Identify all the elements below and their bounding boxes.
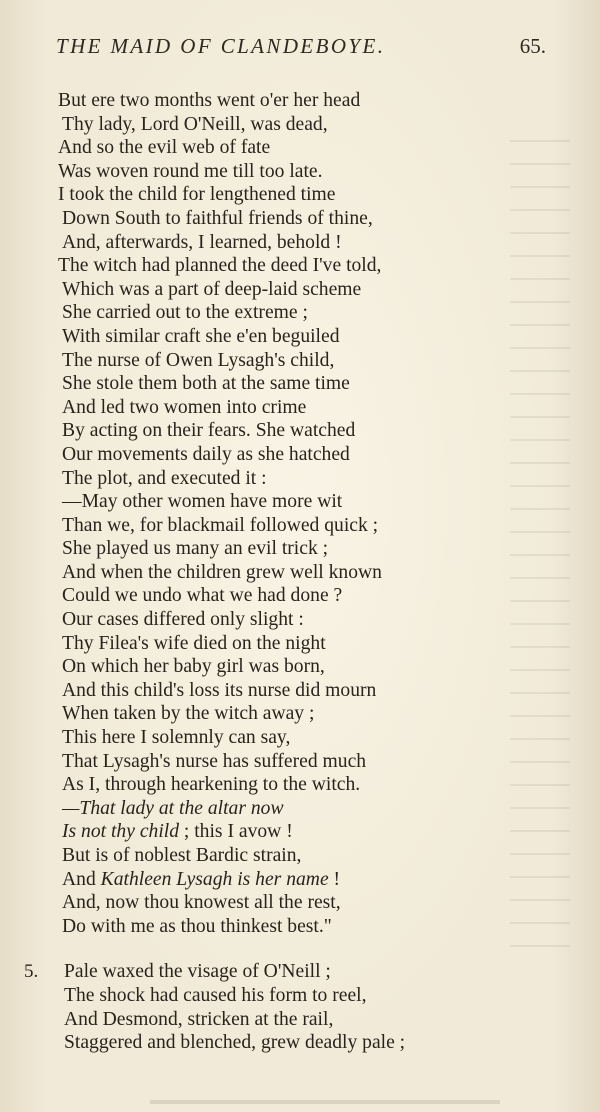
page-edge-smudge bbox=[150, 1100, 500, 1104]
poem-line bbox=[0, 984, 600, 1008]
poem-line bbox=[0, 655, 600, 679]
poem-line bbox=[0, 325, 600, 349]
poem-line bbox=[0, 679, 600, 703]
poem-line bbox=[0, 301, 600, 325]
poem-line bbox=[0, 773, 600, 797]
poem-line-text: Could we undo what we had done ? bbox=[62, 585, 343, 607]
poem-line bbox=[0, 537, 600, 561]
poem-line-text: With similar craft she e'en beguiled bbox=[62, 325, 340, 347]
poem-line-text: She carried out to the extreme ; bbox=[62, 302, 308, 324]
poem-line-text: The plot, and executed it : bbox=[62, 467, 267, 489]
italic-fragment: Kathleen Lysagh is her name bbox=[100, 868, 329, 890]
poem-line-text: Down South to faithful friends of thine, bbox=[62, 207, 373, 229]
poem-line bbox=[0, 278, 600, 302]
poem-line-text: When taken by the witch away ; bbox=[62, 703, 315, 725]
poem-line bbox=[0, 750, 600, 774]
poem-line-text: The witch had planned the deed I've told, bbox=[58, 255, 382, 277]
poem-line-text: Was woven round me till too late. bbox=[58, 160, 323, 182]
poem-line-text: She played us many an evil trick ; bbox=[62, 538, 329, 560]
poem-line bbox=[0, 584, 600, 608]
poem-line-text: She stole them both at the same time bbox=[62, 373, 350, 395]
poem-line-text: Which was a part of deep-laid scheme bbox=[62, 278, 362, 300]
poem-line-text: Staggered and blenched, grew deadly pale ; bbox=[64, 1032, 406, 1054]
poem-line-italic bbox=[0, 797, 600, 821]
poem-line bbox=[0, 608, 600, 632]
poem-line-text: I took the child for lengthened time bbox=[58, 184, 336, 206]
poem-line-text: But ere two months went o'er her head bbox=[58, 90, 361, 111]
poem-line-text: And Desmond, stricken at the rail, bbox=[64, 1008, 334, 1030]
running-head bbox=[56, 34, 546, 62]
poem-line bbox=[0, 726, 600, 750]
poem-line-text: Pale waxed the visage of O'Neill ; bbox=[64, 961, 331, 983]
poem-line-text: The nurse of Owen Lysagh's child, bbox=[62, 349, 335, 371]
poem-line-text: And when the children grew well known bbox=[62, 561, 382, 583]
poem-line-text: Than we, for blackmail followed quick ; bbox=[62, 514, 379, 536]
poem-line bbox=[0, 372, 600, 396]
poem-line bbox=[0, 231, 600, 255]
roman-fragment: ; this I avow ! bbox=[179, 821, 293, 843]
poem-line bbox=[0, 1031, 600, 1055]
page-number: 65. bbox=[519, 34, 546, 58]
poem-line-text: And led two women into crime bbox=[62, 396, 307, 418]
poem-line-text: That Lysagh's nurse has suffered much bbox=[62, 750, 367, 772]
poem-line bbox=[0, 844, 600, 868]
poem-line bbox=[0, 702, 600, 726]
poem-line-text bbox=[62, 868, 340, 892]
poem-line bbox=[0, 891, 600, 915]
poem-line bbox=[0, 207, 600, 231]
poem-line-text: As I, through hearkening to the witch. bbox=[62, 774, 361, 796]
poem-line-text: But is of noblest Bardic strain, bbox=[62, 845, 302, 866]
italic-fragment: Is not thy child bbox=[62, 821, 179, 843]
poem-line-text: Do with me as thou thinkest best." bbox=[62, 915, 332, 937]
poem-line bbox=[0, 160, 600, 184]
poem-line-text: Our cases differed only slight : bbox=[62, 609, 304, 631]
poem-line-text: Our movements daily as she hatched bbox=[62, 443, 350, 465]
poem-line bbox=[0, 349, 600, 373]
poem-line bbox=[0, 254, 600, 278]
poem-line-text: By acting on their fears. She watched bbox=[62, 420, 356, 442]
poem-line-text: Thy lady, Lord O'Neill, was dead, bbox=[62, 113, 328, 135]
poem-line-text: —That lady at the altar now bbox=[62, 797, 284, 819]
poem-line-text: Thy Filea's wife died on the night bbox=[62, 632, 326, 654]
poem-line-text: And, afterwards, I learned, behold ! bbox=[62, 231, 342, 253]
poem-line bbox=[0, 89, 600, 113]
poem-line bbox=[0, 396, 600, 420]
poem-line bbox=[0, 419, 600, 443]
poem-line-text: And so the evil web of fate bbox=[58, 137, 271, 159]
poem-line-text: And, now thou knowest all the rest, bbox=[62, 892, 341, 914]
poem-line-text: On which her baby girl was born, bbox=[62, 656, 325, 678]
poem-line bbox=[0, 113, 600, 137]
running-title: THE MAID OF CLANDEBOYE. bbox=[56, 34, 386, 58]
stanza-number: 5. bbox=[24, 961, 39, 983]
poem-line bbox=[0, 632, 600, 656]
roman-fragment: ! bbox=[328, 868, 341, 890]
poem-line-text: And this child's loss its nurse did mourn bbox=[62, 679, 377, 701]
poem-line bbox=[0, 960, 600, 984]
poem-line-text bbox=[62, 820, 293, 844]
poem-line bbox=[0, 490, 600, 514]
poem-line bbox=[0, 183, 600, 207]
poem-line-mixed bbox=[0, 820, 600, 844]
poem-line-text: This here I solemnly can say, bbox=[62, 727, 291, 749]
poem-line bbox=[0, 443, 600, 467]
stanza-break bbox=[0, 938, 600, 960]
poem-line-text: —May other women have more wit bbox=[62, 491, 343, 513]
poem-line-text: The shock had caused his form to reel, bbox=[64, 984, 367, 1006]
poem-line bbox=[0, 136, 600, 160]
poem-line bbox=[0, 467, 600, 491]
poem-body bbox=[0, 89, 600, 1055]
poem-line bbox=[0, 1008, 600, 1032]
poem-line bbox=[0, 514, 600, 538]
poem-line bbox=[0, 561, 600, 585]
poem-line bbox=[0, 915, 600, 939]
roman-fragment: And bbox=[62, 868, 101, 890]
poem-line-mixed bbox=[0, 868, 600, 892]
